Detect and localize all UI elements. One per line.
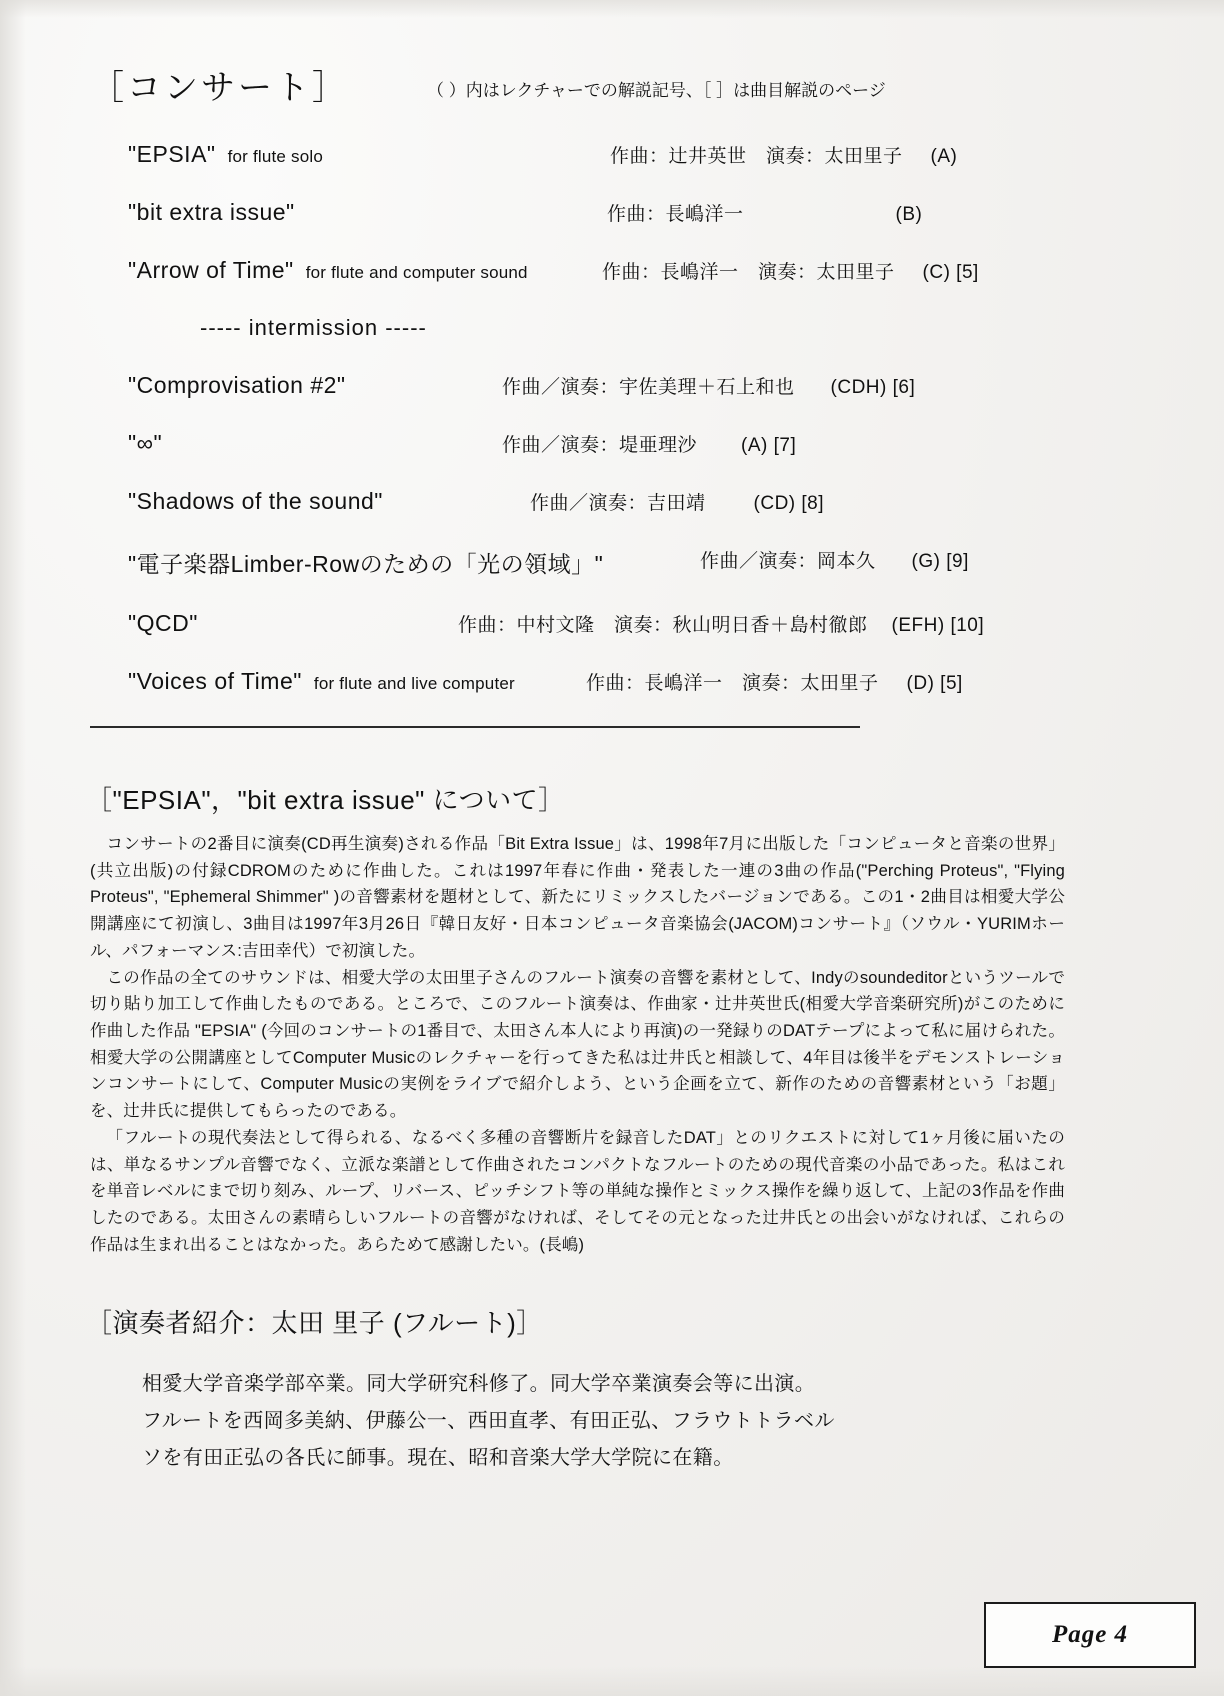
program-credits [458, 610, 984, 637]
piece-title: "Voices of Time" [128, 668, 302, 694]
program-item [90, 546, 1090, 579]
performer-title: ［演奏者紹介：太田 里子 (フルート)］ [86, 1307, 543, 1338]
concert-header [90, 60, 1090, 109]
performer-body [142, 1366, 1090, 1477]
page-number-box: Page 4 [984, 1602, 1196, 1668]
performer-line: フルートを西岡多美納、伊藤公一、西田直孝、有田正弘、フラウトトラベル [142, 1409, 835, 1432]
program-piece [128, 199, 307, 226]
credit-code: (CDH) [6] [830, 377, 916, 398]
section-divider [90, 726, 860, 728]
credit-code: (C) [5] [922, 262, 979, 283]
credit-text: 作曲／演奏：堤亜理沙 [502, 435, 698, 456]
intermission-row [90, 315, 1090, 341]
piece-title: "QCD" [128, 610, 198, 636]
program-item [90, 257, 1090, 284]
piece-subtitle: for flute and computer sound [305, 263, 528, 282]
piece-title: "電子楽器Limber-Rowのための「光の領域」" [128, 551, 604, 577]
piece-subtitle: for flute solo [227, 147, 323, 166]
essay-body [90, 831, 1065, 1259]
program-item [90, 199, 1090, 226]
program-credits [610, 141, 957, 168]
scan-edge-top [0, 0, 1224, 18]
credit-code: (A) [7] [741, 435, 797, 456]
program-piece [128, 257, 528, 284]
program-item [90, 610, 1090, 637]
essay-paragraph: この作品の全てのサウンドは、相愛大学の太田里子さんのフルート演奏の音響を素材として、Indyのsoundeditorというツールで切り貼り加工して作曲したものである。ところで、このフルート演奏は、作曲家・辻井英世氏(相愛大学音楽研究所)がこのために作曲した作品 "EPSIA" (今回のコンサートの1番目で、太田さん本人により再演)の一発録りのDATテープによって私に届けられた。相愛大学の公開講座としてComputer Musicのレクチャーを行ってきた私は辻井氏と相談して、4年目は後半をデモンストレーションコンサートにして、Computer Musicの実例をライブで紹介しよう、という企画を立て、新作のための音響素材という「お題」を、辻井氏に提供してもらったのである。 [90, 968, 1065, 1121]
credit-code: (B) [895, 204, 923, 225]
legend-note: （ ）内はレクチャーでの解説記号、［ ］は曲目解説のページ [427, 81, 886, 100]
piece-title: "Shadows of the sound" [128, 488, 383, 514]
credit-code: (CD) [8] [753, 493, 825, 514]
scan-edge-bottom [0, 1666, 1224, 1696]
essay-paragraph: 「フルートの現代奏法として得られる、なるべく多種の音響断片を録音したDAT」とのリクエストに対して1ヶ月後に届いたのは、単なるサンプル音響でなく、立派な楽譜として作曲されたコンパクトなフルートのための現代音楽の小品であった。私はこれを単音レベルにまで切り刻み、ループ、リバース、ピッチシフト等の単純な操作とミックス操作を繰り返して、上記の3作品を作曲したのである。太田さんの素晴らしいフルートの音響がなければ、そしてその元となった辻井氏との出会いがなければ、これらの作品は生まれ出ることはなかった。あらためて感謝したい。(長嶋) [90, 1128, 1065, 1254]
program-credits [502, 430, 796, 457]
piece-title: "EPSIA" [128, 141, 216, 167]
performer-line: 相愛大学音楽学部卒業。同大学研究科修了。同大学卒業演奏会等に出演。 [142, 1372, 816, 1395]
essay-section [86, 780, 1090, 1259]
program-item [90, 488, 1090, 515]
program-credits [700, 546, 969, 573]
credit-code: (G) [9] [911, 551, 969, 572]
program-item [90, 141, 1090, 168]
program-piece [128, 668, 515, 695]
credit-text: 作曲／演奏：吉田靖 [530, 493, 706, 514]
credit-text: 作曲／演奏：宇佐美理＋石上和也 [502, 377, 795, 398]
page-title: ［コンサート］ [90, 69, 349, 107]
program-credits [530, 488, 824, 515]
program-item [90, 372, 1090, 399]
credit-text: 作曲：辻井英世 演奏：太田里子 [610, 146, 903, 167]
piece-title: "∞" [128, 430, 163, 456]
credit-code: (EFH) [10] [891, 615, 985, 636]
piece-title: "Comprovisation #2" [128, 372, 346, 398]
document-content [86, 60, 1090, 1477]
program-credits [607, 199, 922, 226]
program-item [90, 430, 1090, 457]
credit-text: 作曲：中村文隆 演奏：秋山明日香＋島村徹郎 [458, 615, 868, 636]
program-credits [586, 668, 963, 695]
intermission-label: ----- intermission ----- [200, 315, 427, 340]
scan-edge-left [0, 0, 26, 1696]
credit-code: (A) [930, 146, 958, 167]
credit-text: 作曲：長嶋洋一 [607, 204, 744, 225]
program-list [90, 141, 1090, 695]
program-piece [128, 488, 395, 515]
program-piece [128, 546, 615, 579]
piece-subtitle: for flute and live computer [313, 674, 515, 693]
essay-paragraph: コンサートの2番目に演奏(CD再生演奏)される作品「Bit Extra Issue」は、1998年7月に出版した「コンピュータと音楽の世界」(共立出版)の付録CDROMのために作曲した。これは1997年春に作曲・発表した一連の3曲の作品("Perching Proteus", "Flying Proteus", "Ephemeral Shimmer" )の音響素材を題材として、新たにリミックスしたバージョンである。この1・2曲目は相愛大学公開講座にて初演し、3曲目は1997年3月26日『韓日友好・日本コンピュータ音楽協会(JACOM)コンサート』（ソウル・YURIMホール、パフォーマンス:吉田幸代）で初演した。 [90, 835, 1065, 960]
program-item [90, 668, 1090, 695]
credit-code: (D) [5] [906, 673, 963, 694]
piece-title: "Arrow of Time" [128, 257, 294, 283]
piece-title: "bit extra issue" [128, 199, 295, 225]
performer-line: ソを有田正弘の各氏に師事。現在、昭和音楽大学大学院に在籍。 [142, 1446, 734, 1469]
program-piece [128, 141, 323, 168]
program-piece [128, 430, 174, 457]
program-piece [128, 372, 358, 399]
credit-text: 作曲／演奏：岡本久 [700, 551, 876, 572]
performer-section [86, 1303, 1090, 1477]
program-credits [602, 257, 979, 284]
credit-text: 作曲：長嶋洋一 演奏：太田里子 [586, 673, 879, 694]
credit-text: 作曲：長嶋洋一 演奏：太田里子 [602, 262, 895, 283]
program-credits [502, 372, 915, 399]
program-piece [128, 610, 210, 637]
essay-title: ［"EPSIA"，"bit extra issue" について］ [86, 785, 565, 815]
